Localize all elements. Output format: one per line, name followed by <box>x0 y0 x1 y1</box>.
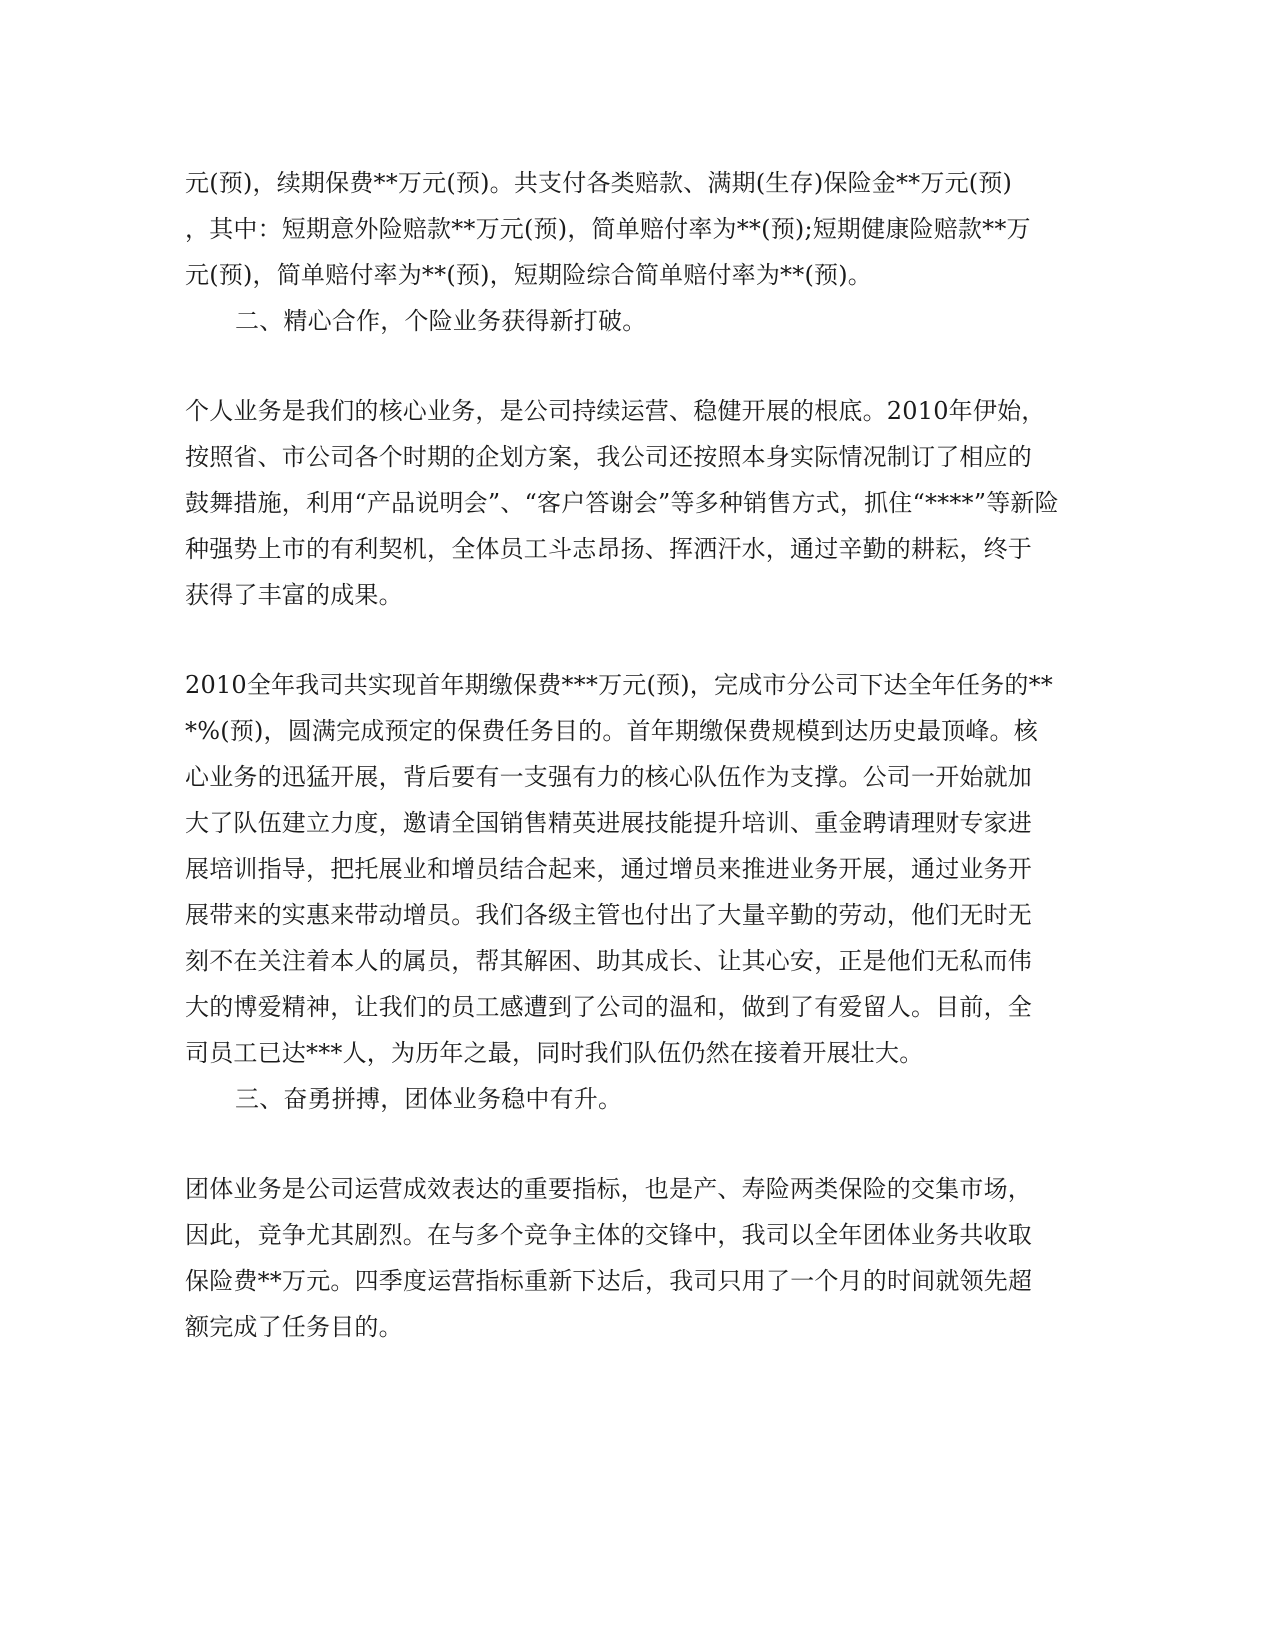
paragraph-line: 因此，竞争尤其剧烈。在与多个竞争主体的交锋中，我司以全年团体业务共收取 <box>185 1221 1032 1249</box>
paragraph-line: 额完成了任务目的。 <box>185 1313 403 1341</box>
document-body <box>185 160 1065 1350</box>
paragraph-line: 按照省、市公司各个时期的企划方案，我公司还按照本身实际情况制订了相应的 <box>185 443 1032 471</box>
paragraph-line: 司员工已达***人，为历年之最，同时我们队伍仍然在接着开展壮大。 <box>185 1039 924 1067</box>
paragraph-line: 种强势上市的有利契机，全体员工斗志昂扬、挥洒汗水，通过辛勤的耕耘，终于 <box>185 535 1032 563</box>
paragraph-line: ，其中：短期意外险赔款**万元(预)，简单赔付率为**(预);短期健康险赔款**万 <box>185 215 1031 243</box>
paragraph-line: 刻不在关注着本人的属员，帮其解困、助其成长、让其心安，正是他们无私而伟 <box>185 947 1032 975</box>
paragraph-spacer <box>185 1122 1065 1166</box>
paragraph-line: 展培训指导，把托展业和增员结合起来，通过增员来推进业务开展，通过业务开 <box>185 855 1032 883</box>
section-heading-2: 二、精心合作，个险业务获得新打破。 <box>235 307 647 335</box>
paragraph-4 <box>185 1166 1065 1350</box>
paragraph-3 <box>185 662 1065 1076</box>
paragraph-line: 2010全年我司共实现首年期缴保费***万元(预)，完成市分公司下达全年任务的** <box>185 671 1054 699</box>
paragraph-1 <box>185 160 1065 298</box>
paragraph-line: 元(预)，续期保费**万元(预)。共支付各类赔款、满期(生存)保险金**万元(预) <box>185 169 1013 197</box>
paragraph-line: 团体业务是公司运营成效表达的重要指标，也是产、寿险两类保险的交集市场， <box>185 1175 1032 1203</box>
paragraph-2 <box>185 388 1065 618</box>
paragraph-spacer <box>185 618 1065 662</box>
paragraph-line: 元(预)，简单赔付率为**(预)，短期险综合简单赔付率为**(预)。 <box>185 261 872 289</box>
paragraph-line: 展带来的实惠来带动增员。我们各级主管也付出了大量辛勤的劳动，他们无时无 <box>185 901 1032 929</box>
paragraph-line: 心业务的迅猛开展，背后要有一支强有力的核心队伍作为支撑。公司一开始就加 <box>185 763 1032 791</box>
paragraph-line: *%(预)，圆满完成预定的保费任务目的。首年期缴保费规模到达历史最顶峰。核 <box>185 717 1038 745</box>
paragraph-line: 个人业务是我们的核心业务，是公司持续运营、稳健开展的根底。2010年伊始， <box>185 397 1046 425</box>
paragraph-line: 大的博爱精神，让我们的员工感遭到了公司的温和，做到了有爱留人。目前，全 <box>185 993 1032 1021</box>
section-heading-3: 三、奋勇拼搏，团体业务稳中有升。 <box>235 1085 623 1113</box>
paragraph-line: 获得了丰富的成果。 <box>185 581 403 609</box>
paragraph-line: 保险费**万元。四季度运营指标重新下达后，我司只用了一个月的时间就领先超 <box>185 1267 1033 1295</box>
paragraph-spacer <box>185 344 1065 388</box>
paragraph-line: 大了队伍建立力度，邀请全国销售精英进展技能提升培训、重金聘请理财专家进 <box>185 809 1032 837</box>
paragraph-line: 鼓舞措施，利用“产品说明会”、“客户答谢会”等多种销售方式，抓住“****”等新险 <box>185 489 1059 517</box>
